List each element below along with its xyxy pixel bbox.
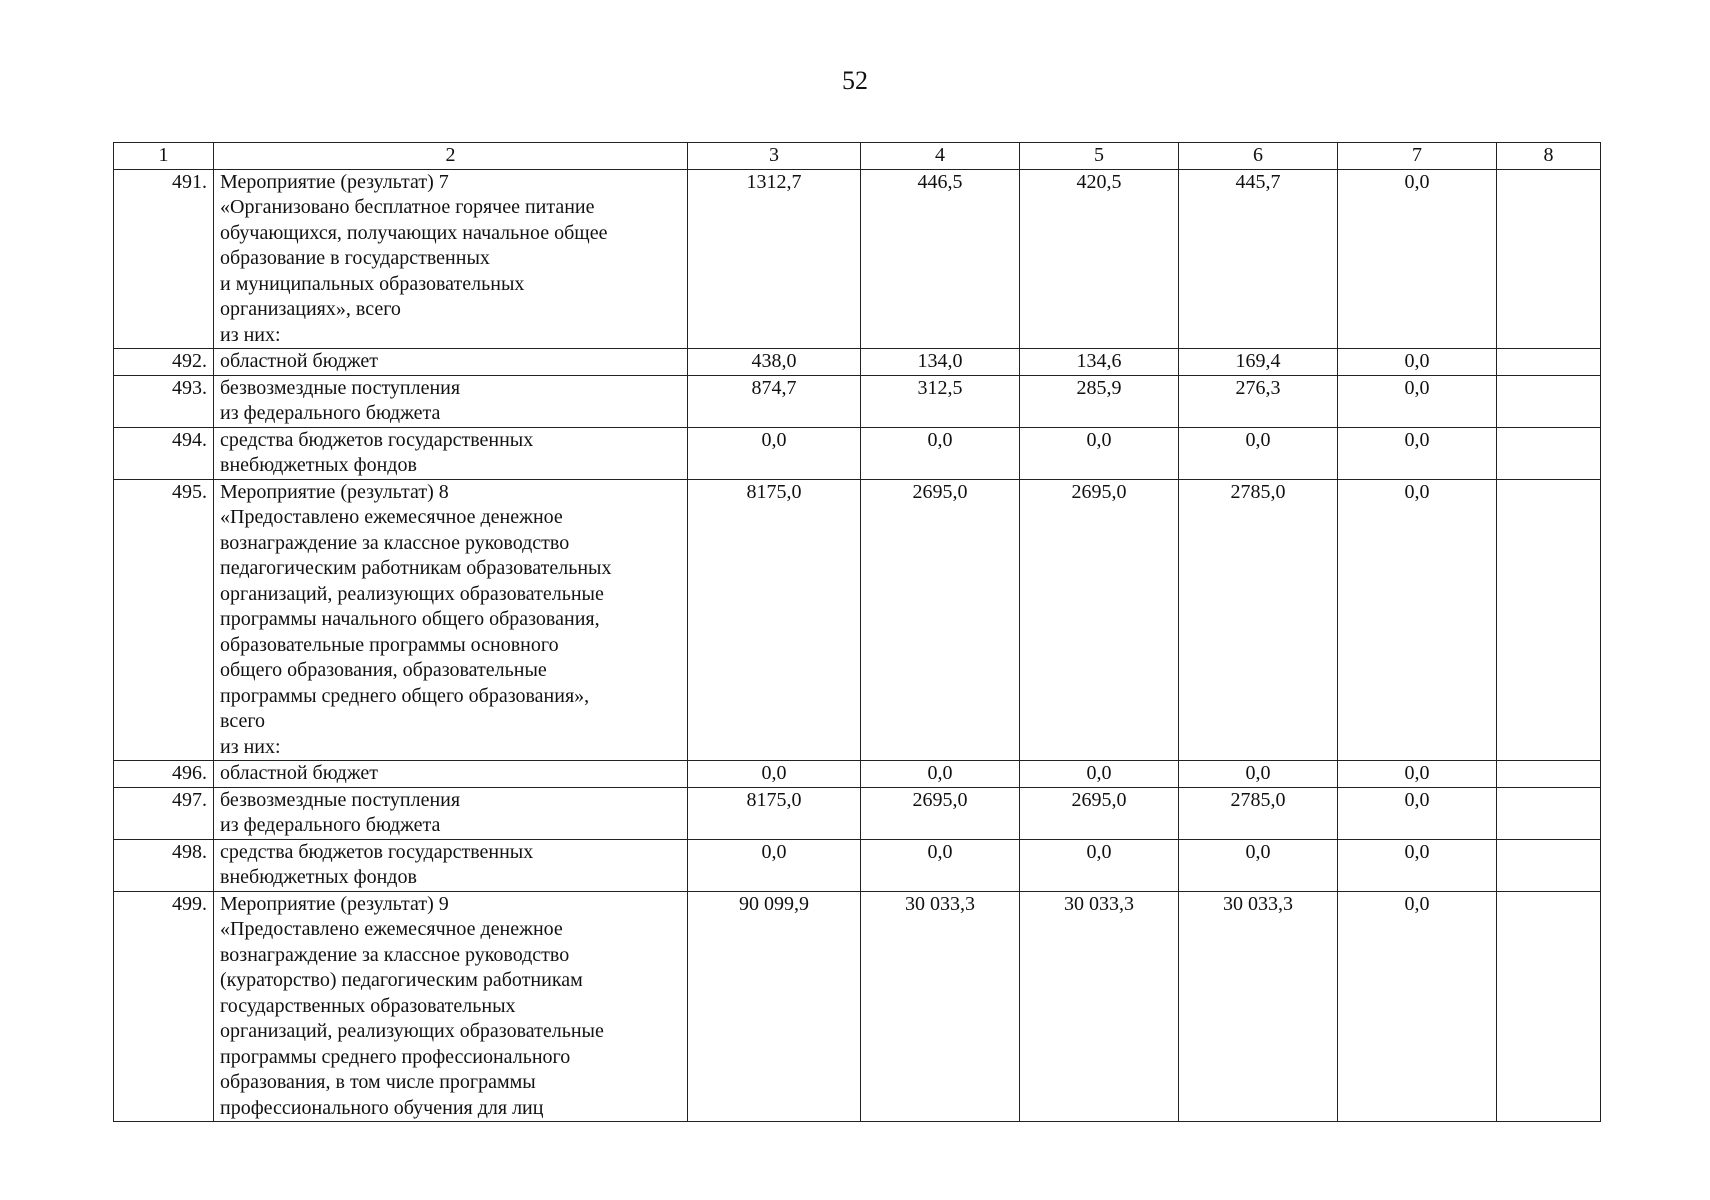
budget-table: [113, 142, 1601, 1122]
value-cell-col-6: 2785,0: [1179, 787, 1338, 839]
description-line: программы среднего профессионального: [220, 1045, 571, 1068]
description-line: внебюджетных фондов: [220, 866, 417, 888]
description-line: организаций, реализующих образовательные: [220, 582, 604, 605]
row-description: [214, 839, 688, 891]
description-line: из федерального бюджета: [220, 402, 441, 424]
value-cell-col-8: [1497, 427, 1601, 479]
value-cell-col-3: 1312,7: [688, 169, 861, 349]
row-number: 491.: [114, 169, 214, 349]
column-header: 1: [114, 143, 214, 170]
column-header: 6: [1179, 143, 1338, 170]
value-cell-col-3: 0,0: [688, 839, 861, 891]
table-row: [114, 169, 1601, 349]
value-cell-col-8: [1497, 479, 1601, 761]
value-cell-col-8: [1497, 349, 1601, 376]
value-cell-col-3: 8175,0: [688, 479, 861, 761]
value-cell-col-5: 2695,0: [1020, 479, 1179, 761]
value-cell-col-5: 285,9: [1020, 375, 1179, 427]
description-line: безвозмездные поступления: [220, 788, 461, 811]
description-line: организациях», всего: [220, 298, 401, 320]
description-line: (кураторство) педагогическим работникам: [220, 969, 583, 991]
row-number: 496.: [114, 761, 214, 788]
value-cell-col-3: 0,0: [688, 761, 861, 788]
description-line: вознаграждение за классное руководство: [220, 531, 570, 554]
column-header: 8: [1497, 143, 1601, 170]
row-description: [214, 427, 688, 479]
column-header: 5: [1020, 143, 1179, 170]
value-cell-col-7: 0,0: [1338, 349, 1497, 376]
description-line: средства бюджетов государственных: [220, 428, 534, 451]
description-line: профессионального обучения для лиц: [220, 1096, 544, 1119]
description-line: государственных образовательных: [220, 994, 516, 1017]
row-description: [214, 787, 688, 839]
description-line: организаций, реализующих образовательные: [220, 1020, 604, 1042]
description-line: «Предоставлено ежемесячное денежное: [220, 918, 563, 940]
description-line: средства бюджетов государственных: [220, 840, 534, 863]
value-cell-col-6: 169,4: [1179, 349, 1338, 376]
description-line: Мероприятие (результат) 9: [220, 892, 449, 915]
value-cell-col-5: 2695,0: [1020, 787, 1179, 839]
row-number: 497.: [114, 787, 214, 839]
description-line: вознаграждение за классное руководство: [220, 943, 570, 966]
page-number: 52: [842, 66, 868, 95]
description-line: педагогическим работникам образовательных: [220, 557, 612, 579]
table-row: [114, 375, 1601, 427]
value-cell-col-4: 0,0: [861, 761, 1020, 788]
row-number: 495.: [114, 479, 214, 761]
value-cell-col-8: [1497, 761, 1601, 788]
value-cell-col-5: 420,5: [1020, 169, 1179, 349]
value-cell-col-7: 0,0: [1338, 375, 1497, 427]
value-cell-col-4: 0,0: [861, 427, 1020, 479]
column-header: 3: [688, 143, 861, 170]
table-body: [114, 169, 1601, 1122]
table-row: [114, 839, 1601, 891]
description-line: Мероприятие (результат) 7: [220, 170, 449, 193]
value-cell-col-7: 0,0: [1338, 169, 1497, 349]
column-header: 7: [1338, 143, 1497, 170]
value-cell-col-4: 0,0: [861, 839, 1020, 891]
description-line: безвозмездные поступления: [220, 376, 461, 399]
description-line: внебюджетных фондов: [220, 454, 417, 476]
description-line: программы среднего общего образования»,: [220, 684, 590, 707]
description-line: всего: [220, 710, 266, 732]
row-number: 499.: [114, 891, 214, 1122]
table-row: [114, 479, 1601, 761]
table-row: [114, 349, 1601, 376]
value-cell-col-6: 445,7: [1179, 169, 1338, 349]
row-description: [214, 375, 688, 427]
value-cell-col-3: 438,0: [688, 349, 861, 376]
value-cell-col-8: [1497, 891, 1601, 1122]
value-cell-col-6: 276,3: [1179, 375, 1338, 427]
value-cell-col-6: 0,0: [1179, 839, 1338, 891]
row-number: 493.: [114, 375, 214, 427]
row-description: [214, 349, 688, 376]
row-description: [214, 169, 688, 349]
value-cell-col-7: 0,0: [1338, 839, 1497, 891]
value-cell-col-3: 8175,0: [688, 787, 861, 839]
row-description: [214, 479, 688, 761]
table-row: [114, 787, 1601, 839]
description-line: Мероприятие (результат) 8: [220, 480, 449, 503]
description-line: областной бюджет: [220, 350, 379, 372]
value-cell-col-5: 0,0: [1020, 839, 1179, 891]
table-row: [114, 427, 1601, 479]
value-cell-col-5: 0,0: [1020, 427, 1179, 479]
value-cell-col-6: 0,0: [1179, 761, 1338, 788]
value-cell-col-6: 2785,0: [1179, 479, 1338, 761]
description-line: общего образования, образовательные: [220, 659, 547, 681]
value-cell-col-4: 446,5: [861, 169, 1020, 349]
value-cell-col-3: 0,0: [688, 427, 861, 479]
value-cell-col-7: 0,0: [1338, 427, 1497, 479]
row-number: 492.: [114, 349, 214, 376]
value-cell-col-8: [1497, 375, 1601, 427]
value-cell-col-5: 0,0: [1020, 761, 1179, 788]
description-line: обучающихся, получающих начальное общее: [220, 221, 608, 244]
column-header: 2: [214, 143, 688, 170]
description-line: образование в государственных: [220, 247, 490, 269]
value-cell-col-4: 30 033,3: [861, 891, 1020, 1122]
value-cell-col-7: 0,0: [1338, 891, 1497, 1122]
column-header: 4: [861, 143, 1020, 170]
value-cell-col-3: 874,7: [688, 375, 861, 427]
description-line: программы начального общего образования,: [220, 608, 600, 630]
description-line: из федерального бюджета: [220, 814, 441, 836]
header-row: [114, 143, 1601, 170]
row-description: [214, 761, 688, 788]
description-line: областной бюджет: [220, 762, 379, 784]
row-number: 494.: [114, 427, 214, 479]
value-cell-col-8: [1497, 169, 1601, 349]
description-line: образования, в том числе программы: [220, 1071, 536, 1093]
value-cell-col-4: 134,0: [861, 349, 1020, 376]
value-cell-col-7: 0,0: [1338, 787, 1497, 839]
value-cell-col-5: 134,6: [1020, 349, 1179, 376]
description-line: из них:: [220, 323, 281, 346]
value-cell-col-3: 90 099,9: [688, 891, 861, 1122]
value-cell-col-7: 0,0: [1338, 479, 1497, 761]
description-line: «Организовано бесплатное горячее питание: [220, 196, 595, 218]
value-cell-col-8: [1497, 839, 1601, 891]
value-cell-col-5: 30 033,3: [1020, 891, 1179, 1122]
value-cell-col-4: 2695,0: [861, 479, 1020, 761]
description-line: и муниципальных образовательных: [220, 272, 525, 295]
value-cell-col-4: 2695,0: [861, 787, 1020, 839]
row-number: 498.: [114, 839, 214, 891]
description-line: образовательные программы основного: [220, 633, 559, 656]
description-line: из них:: [220, 735, 281, 758]
table-row: [114, 761, 1601, 788]
value-cell-col-6: 30 033,3: [1179, 891, 1338, 1122]
row-description: [214, 891, 688, 1122]
value-cell-col-8: [1497, 787, 1601, 839]
description-line: «Предоставлено ежемесячное денежное: [220, 506, 563, 528]
value-cell-col-4: 312,5: [861, 375, 1020, 427]
table-row: [114, 891, 1601, 1122]
value-cell-col-6: 0,0: [1179, 427, 1338, 479]
value-cell-col-7: 0,0: [1338, 761, 1497, 788]
